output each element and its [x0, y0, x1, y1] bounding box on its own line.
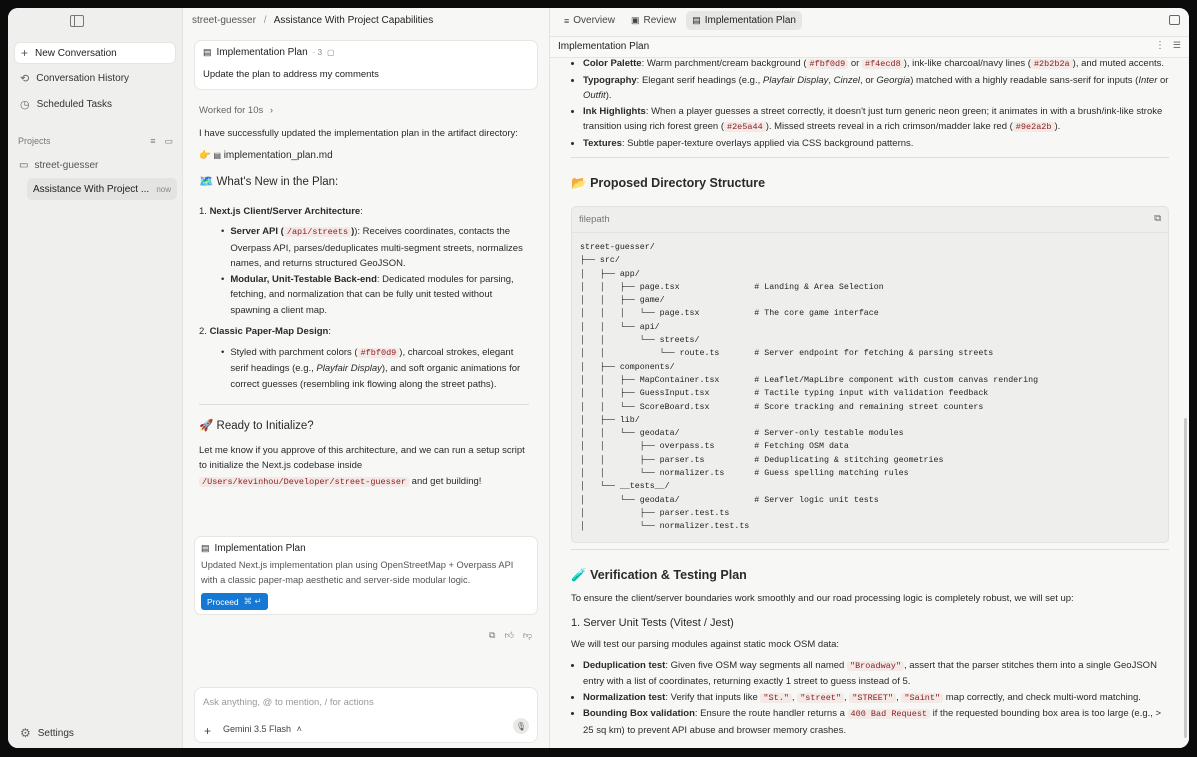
project-name: street-guesser — [34, 160, 99, 171]
item-text: : Given five OSM way segments all named — [665, 659, 847, 671]
settings-label: Settings — [37, 727, 74, 739]
tab-review[interactable] — [625, 11, 682, 30]
document-icon: ▤ — [213, 150, 222, 160]
document-icon: ▤ — [692, 15, 701, 25]
breadcrumb-project[interactable]: street-guesser — [192, 15, 256, 26]
item-label: Ink Highlights — [583, 105, 646, 117]
card-body: Update the plan to address my comments — [203, 69, 379, 80]
item-text: , — [791, 691, 798, 703]
item-text: : Warm parchment/cream background ( — [641, 58, 807, 69]
bullet-text: ): Receives coordinates, contacts the Overpass API, parses/deduplicates multi-segment streets, normalizes names, and returns structured GeoJSON. — [230, 226, 523, 269]
test-list — [571, 658, 1169, 739]
item-text: map correctly, and check multi-word matching. — [943, 691, 1141, 703]
new-folder-icon[interactable]: ▭ — [164, 136, 173, 146]
sidebar-item-label: Scheduled Tasks — [36, 99, 113, 110]
inline-code: "STREET" — [849, 693, 896, 703]
comment-icon: ▢ — [327, 48, 335, 57]
item-label: Typography — [583, 74, 637, 86]
breadcrumb-separator: / — [263, 15, 267, 26]
response-paragraph — [199, 443, 529, 491]
folder-icon: 📂 — [571, 176, 587, 190]
item-label: Bounding Box validation — [583, 708, 695, 720]
heading-text: Proposed Directory Structure — [590, 176, 766, 190]
item-text: ). — [1054, 121, 1061, 132]
history-icon: ⟲ — [20, 73, 30, 85]
paragraph: We will test our parsing modules against static mock OSM data: — [571, 639, 840, 651]
bullet-text: ), charcoal strokes, elegant serif headings (e.g., — [230, 346, 514, 374]
proceed-shortcut: ⌘ ↵ — [243, 596, 262, 606]
item-italic: Outfit — [583, 90, 606, 101]
model-label: Gemini 3.5 Flash — [223, 724, 292, 734]
document-icon: ▤ — [203, 47, 212, 57]
inline-code: #fbf0d9 — [807, 59, 849, 69]
app-window — [8, 8, 1189, 748]
inline-code: 400 Bad Request — [848, 709, 931, 719]
projects-label: Projects — [18, 136, 51, 146]
section-heading — [571, 176, 1169, 192]
assistant-response — [199, 126, 529, 490]
user-message-card[interactable] — [194, 40, 538, 90]
thumbs-down-icon[interactable]: 👎︎ — [522, 630, 532, 640]
section-heading — [199, 419, 529, 435]
inline-code: #2e5a44 — [724, 122, 766, 132]
bullet-title: Modular, Unit-Testable Back-end — [230, 273, 377, 285]
outline-icon[interactable]: ☰ — [1172, 40, 1181, 50]
projects-header — [18, 136, 173, 147]
bullet-item: • Server API ( /api/streets )): Receives coordinates, contacts the Overpass API, parses/deduplicates multi-segment streets, normalizes names, and returns structured GeoJSON. — [221, 226, 523, 269]
item-italic: Playfair Display — [762, 74, 829, 86]
item-text: ) matched with a highly readable sans-serif for inputs ( — [910, 74, 1139, 86]
item-text: : Elegant serif headings (e.g., — [636, 74, 763, 86]
chat-input[interactable] — [194, 687, 538, 743]
item-text: : Ensure the route handler returns a — [694, 708, 848, 720]
map-icon: 🗺️ — [199, 176, 214, 188]
list-item — [583, 658, 1169, 690]
sidebar-item-history[interactable] — [20, 72, 129, 85]
card-header — [203, 47, 529, 58]
conversation-time: now — [156, 184, 171, 194]
document-body — [571, 56, 1169, 738]
divider — [571, 157, 1169, 158]
code-content: street-guesser/ ├── src/ │ ├── app/ │ │ ├── page.tsx # Landing & Area Selection │ │ ├── game/ │ │ │ └── page.tsx # The core game interface │ │ └── api/ │ │ └── streets/ │ │ └── route.ts # Server endpoint for fetching & parsing streets │ ├── components/ │ │ ├── MapContainer.tsx # Leaflet/MapLibre component with custom canvas rendering │ │ ├── GuessInput.tsx # Tactile typing input with validation feedback │ │ └── ScoreBoard.tsx # Score tracking and remaining street counters │ ├── lib/ │ │ └── geodata/ # Server-only testable modules │ │ ├── overpass.ts # Fetching OSM data │ │ ├── parser.ts # Deduplicating & stitching geometries │ │ └── normalizer.ts # Guess spelling matching rules │ └── __tests__/ │ └── geodata/ # Server logic unit tests │ ├── parser.test.ts │ └── normalizer.test.ts — [580, 243, 1039, 532]
inline-code: #2b2b2a — [1031, 59, 1073, 69]
input-placeholder: Ask anything, @ to mention, / for actions — [203, 697, 374, 708]
paragraph-text: Let me know if you approve of this architecture, and we can run a setup script to initialize the Next.js codebase inside — [199, 444, 525, 471]
inline-code: #9e2a2b — [1013, 122, 1055, 132]
document-icon: ▤ — [201, 543, 210, 553]
chevron-up-icon: ˄ — [296, 724, 302, 734]
gear-icon: ⚙ — [20, 726, 31, 740]
scrollbar[interactable] — [1184, 418, 1187, 738]
conversation-title: Assistance With Project ... — [33, 183, 150, 195]
heading-text: Verification & Testing Plan — [590, 567, 747, 582]
chat-panel — [183, 8, 550, 748]
item-text: : Verify that inputs like — [665, 691, 761, 703]
item-text: or — [1157, 74, 1169, 86]
inline-code: "St." — [760, 693, 792, 703]
item-text: : When a player guesses a street correctly, it doesn't just turn generic neon green; it animates in with a brush/ink-like stroke transition using rich forest green ( — [583, 105, 1163, 132]
clock-icon: ◷ — [20, 99, 30, 111]
proceed-button[interactable] — [201, 593, 268, 610]
plus-icon: + — [21, 46, 29, 60]
list-icon: ≡ — [564, 15, 570, 26]
inline-code: "Saint" — [901, 693, 943, 703]
list-item — [583, 136, 1169, 152]
item-text: ). Missed streets reveal in a rich crimson/madder lake red ( — [765, 121, 1013, 132]
settings-button[interactable] — [20, 726, 74, 740]
tab-label: Implementation Plan — [704, 15, 796, 26]
folder-icon: ▭ — [19, 160, 29, 171]
tab-overview[interactable] — [558, 11, 621, 30]
item-text: ), ink-like charcoal/navy lines ( — [903, 58, 1031, 69]
code-block — [571, 206, 1169, 543]
panel-toggle-icon[interactable] — [1169, 15, 1180, 25]
item-text: ), and muted accents. — [1072, 58, 1165, 69]
item-title: Next.js Client/Server Architecture — [209, 205, 361, 217]
project-conversation-item[interactable] — [27, 178, 177, 200]
proceed-label: Proceed — [207, 596, 239, 607]
message-actions — [489, 630, 532, 641]
project-folder[interactable] — [19, 160, 98, 171]
inline-code: /api/streets — [284, 227, 351, 237]
artifact-card[interactable] — [194, 536, 538, 615]
item-text: if the requested bounding box area is too large (e.g., > 25 sq km) to prevent API abuse and browser memory crashes. — [583, 708, 1162, 736]
section-heading — [571, 568, 1169, 584]
bullet-title: Server API ( — [230, 226, 284, 237]
document-title: Implementation Plan — [558, 41, 650, 52]
bullet-item: • Modular, Unit-Testable Back-end: Dedicated modules for parsing, fetching, and normalization that can be fully unit tested without spawning a client map. — [221, 273, 514, 316]
divider — [199, 404, 529, 405]
inline-code: /Users/kevinhou/Developer/street-guesser — [199, 477, 409, 487]
inline-code: #f4ecd8 — [862, 59, 904, 69]
sidebar-item-scheduled[interactable] — [20, 98, 112, 111]
item-text: , — [828, 74, 834, 86]
response-paragraph: I have successfully updated the implementation plan in the artifact directory: — [199, 128, 518, 139]
code-language: filepath — [579, 213, 610, 225]
item-text: , — [896, 691, 902, 703]
item-text: , or — [860, 74, 877, 86]
card-header — [201, 543, 531, 554]
item-label: Color Palette — [583, 58, 642, 69]
item-title: Classic Paper-Map Design — [209, 326, 329, 337]
file-reference[interactable] — [199, 148, 529, 164]
inline-code: "street" — [797, 693, 844, 703]
item-italic: Inter — [1138, 74, 1158, 86]
paragraph: To ensure the client/server boundaries work smoothly and our road processing logic is completely robust, we will set up: — [571, 593, 1074, 605]
item-label: Normalization test — [583, 691, 666, 703]
heading-text: Ready to Initialize? — [216, 420, 314, 432]
list-item — [583, 73, 1169, 104]
item-italic: Cinzel — [833, 74, 861, 86]
sidebar — [8, 8, 183, 748]
bullet-item: • Styled with parchment colors ( #fbf0d9 ), charcoal strokes, elegant serif headings (e.g., Playfair Display), and soft organic animations for correct guesses (resembling ink flowing along the street paths). — [221, 346, 521, 390]
card-title: Implementation Plan — [214, 543, 306, 554]
bullet-text: ), and soft organic animations for correct guesses (resembling ink flowing along the street paths). — [230, 363, 521, 390]
subsection-heading: 1. Server Unit Tests (Vitest / Jest) — [571, 616, 734, 629]
item-text: , assert that the parser stitches them into a single GeoJSON entry with a list of coordinates, returning exactly 1 street to guess instead of 5. — [583, 659, 1157, 688]
divider — [571, 549, 1169, 550]
item-label: Textures — [583, 137, 622, 149]
paragraph-text: and get building! — [409, 475, 482, 487]
bullet-text: : Dedicated modules for parsing, fetching, and normalization that can be fully unit tested without spawning a client map. — [230, 273, 514, 316]
tab-label: Overview — [573, 15, 615, 26]
bullet-italic: Playfair Display — [316, 363, 382, 374]
list-item — [583, 706, 1169, 738]
tab-label: Review — [643, 15, 677, 26]
thumbs-up-icon[interactable]: 👍︎ — [504, 630, 514, 640]
microphone-icon[interactable]: 🎙︎ — [513, 718, 529, 734]
input-toolbar — [204, 724, 302, 738]
worked-label: Worked for 10s — [199, 105, 264, 116]
breadcrumb — [192, 15, 433, 26]
pointing-hand-icon: 👉 — [199, 149, 211, 161]
filter-icon[interactable]: ≡ — [150, 136, 156, 146]
heading-text: What's New in the Plan: — [216, 176, 339, 188]
list-item — [583, 104, 1169, 136]
review-icon: ▣ — [630, 15, 640, 25]
test-tube-icon: 🧪 — [571, 567, 587, 582]
item-text: or — [848, 58, 862, 69]
card-title: Implementation Plan — [216, 47, 308, 58]
card-body: Updated Next.js implementation plan using OpenStreetMap + Overpass API with a classic paper-map aesthetic and server-side modular logic. — [201, 560, 514, 585]
sidebar-toggle-icon[interactable] — [70, 15, 84, 27]
file-link[interactable]: implementation_plan.md — [223, 149, 333, 161]
tab-bar — [558, 11, 802, 30]
item-text: : Subtle paper-texture overlays applied via CSS background patterns. — [621, 137, 914, 149]
item-label: Deduplication test — [583, 659, 666, 671]
comment-count: · 3 — [312, 48, 323, 57]
plus-icon[interactable]: + — [204, 724, 212, 738]
item-text: , — [844, 691, 850, 703]
bullet-text: Styled with parchment colors ( — [230, 346, 358, 358]
style-list — [571, 56, 1169, 151]
list-item: 2. Classic Paper-Map Design: — [199, 326, 331, 337]
item-italic: Georgia — [876, 74, 911, 86]
item-text: ). — [605, 90, 612, 101]
list-item — [583, 56, 1169, 73]
model-selector[interactable] — [223, 724, 302, 738]
list-item: 1. Next.js Client/Server Architecture: — [199, 205, 363, 217]
new-conversation-label: New Conversation — [35, 47, 117, 59]
list-item — [583, 690, 1169, 707]
copy-icon[interactable]: ⧉ — [489, 630, 496, 640]
document-panel — [550, 8, 1189, 748]
section-heading — [199, 175, 529, 191]
code-label — [572, 207, 1168, 234]
more-options-icon[interactable]: ⋮ — [1155, 40, 1165, 51]
tab-implementation-plan[interactable] — [686, 11, 802, 30]
chevron-right-icon: › — [269, 105, 274, 116]
inline-code: "Broadway" — [847, 661, 904, 671]
document-header — [550, 36, 1189, 58]
worked-indicator[interactable] — [199, 105, 273, 116]
new-conversation-button[interactable] — [14, 42, 176, 64]
copy-icon[interactable]: ⧉ — [1154, 212, 1161, 224]
sidebar-item-label: Conversation History — [36, 73, 130, 84]
rocket-icon: 🚀 — [199, 420, 214, 432]
inline-code: #fbf0d9 — [358, 348, 400, 358]
breadcrumb-title: Assistance With Project Capabilities — [273, 15, 434, 26]
